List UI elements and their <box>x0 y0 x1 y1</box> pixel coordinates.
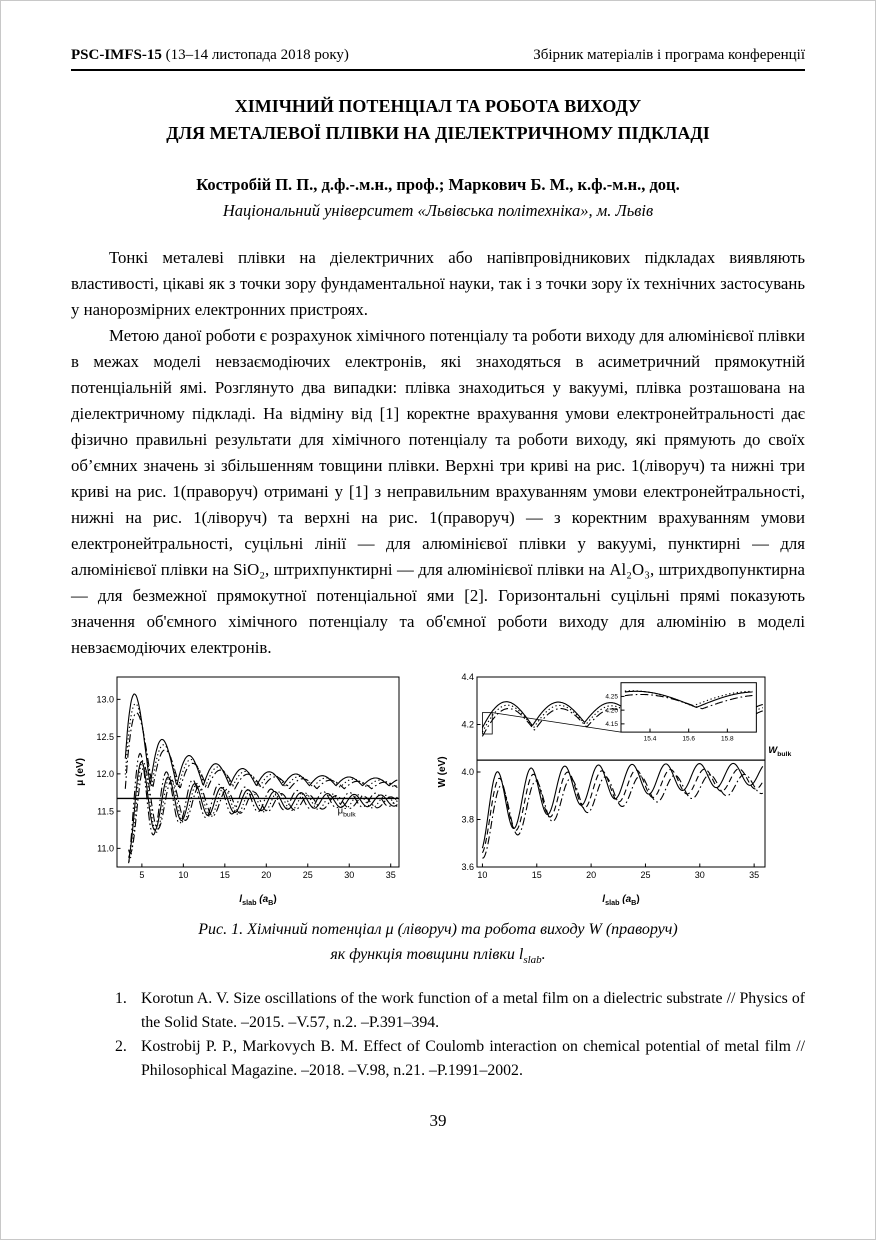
svg-text:20: 20 <box>586 870 597 880</box>
svg-text:30: 30 <box>694 870 705 880</box>
figure-caption-line1: Рис. 1. Хімічний потенціал μ (ліворуч) та робота виходу W (праворуч) <box>198 921 678 938</box>
conference-dates: (13–14 листопада 2018 року) <box>161 47 349 63</box>
svg-text:20: 20 <box>261 870 272 880</box>
svg-text:25: 25 <box>302 870 313 880</box>
reference-text: Kostrobij P. P., Markovych B. M. Effect of Coulomb interaction on chemical potential of metal film // Philosophical Magazine. –2018. –V.98, n.21. –P.1991–2002. <box>141 1038 805 1080</box>
svg-text:12.0: 12.0 <box>96 769 114 780</box>
svg-text:lslab (aB): $l_{slab}$ $(a_B)$ <box>602 894 640 907</box>
svg-text:11.0: 11.0 <box>97 843 114 854</box>
svg-text:4.0: 4.0 <box>461 767 474 778</box>
paper-title-line1: ХІМІЧНИЙ ПОТЕНЦІАЛ ТА РОБОТА ВИХОДУ <box>234 96 642 116</box>
authors: Костробій П. П., д.ф.-.м.н., проф.; Маркович Б. М., к.ф.-м.н., доц. <box>196 175 680 194</box>
caption-period: . <box>541 946 546 963</box>
paragraph-main: Метою даної роботи є розрахунок хімічного потенціалу та роботи виходу для алюмінієвої плівки в межах моделі невзаємодіючих електронів, які знаходяться в асиметричний прямокутній потенціальній ямі. Розглянуто два випадки: плівка знаходиться у вакуумі, плівка розташована на діелектричному підкладі. На відміну від [1] коректне врахування умови електронейтральності дає фізично правильні результати для хімічного потенціалу та роботи виходу, які прямують до своїх об’ємних значень зі збільшенням товщини плівки. Верхні три криві на рис. 1(ліворуч) та нижні три криві на рис. 1(праворуч) отримані у [1] з неправильним врахуванням умови електронейтральності, нижні на рис. 1(ліворуч) та верхні на рис. 1(праворуч) — з коректним врахуванням умови електронейтральності, суцільні лінії — для алюмінієвої плівки у вакуумі, пунктирні — для алюмінієвої плівки на SiO₂, штрихпунктирні — для алюмінієвої плівки на Al₂O₃, штрихдвопунктирна — для безмежної прямокутної потенціальної ями [2]. Горизонтальні суцільні прямі показують значення об'ємного хімічного потенціалу та об'ємної роботи виходу для алюмінію в моделі невзаємодіючих електронів. <box>71 326 805 657</box>
svg-text:10: 10 <box>178 870 189 880</box>
affiliation: Національний університет «Львівська політехніка», м. Львів <box>222 201 654 220</box>
caption-variable <box>518 946 542 967</box>
reference-number: 2. <box>115 1038 127 1056</box>
svg-text:3.8: 3.8 <box>461 814 474 825</box>
svg-text:Wbulk: $W_{bulk}$ <box>768 745 792 759</box>
page-header <box>71 45 805 65</box>
svg-text:10: 10 <box>477 870 488 880</box>
caption-text: як функція товщини плівки <box>330 946 519 963</box>
svg-text:lslab (aB): $l_{slab}$ $(a_B)$ <box>239 894 277 907</box>
svg-text:3.6: 3.6 <box>461 862 474 873</box>
svg-text:35: 35 <box>385 870 396 880</box>
svg-text:4.15: 4.15 <box>605 721 618 729</box>
paper-title <box>71 93 805 147</box>
reference-number: 1. <box>115 990 127 1008</box>
svg-text:11.5: 11.5 <box>97 806 114 817</box>
reference-item <box>115 987 805 1035</box>
svg-text:4.2: 4.2 <box>461 719 474 730</box>
paragraph-intro: Тонкі металеві плівки на діелектричних або напівпровідникових підкладах виявляють властивості, цікаві як з точки зору фундаментальної науки, так і з точки зору їх технічних застосувань у нанорозмірних електронних пристроях. <box>71 248 805 319</box>
svg-text:4.25: 4.25 <box>605 693 618 701</box>
svg-text:4.20: 4.20 <box>605 707 618 715</box>
header-left <box>71 45 349 65</box>
conference-code: PSC-IMFS-15 <box>71 47 162 63</box>
chart-work-function <box>433 669 805 907</box>
header-rule <box>71 69 805 71</box>
svg-text:35: 35 <box>749 870 760 880</box>
svg-text:13.0: 13.0 <box>96 694 114 705</box>
reference-list <box>71 987 805 1083</box>
svg-text:12.5: 12.5 <box>96 731 114 742</box>
svg-text:15.4: 15.4 <box>643 735 657 743</box>
svg-text:25: 25 <box>640 870 651 880</box>
chart-chemical-potential <box>71 669 411 907</box>
svg-text:W (eV): W (eV) <box>437 756 448 788</box>
svg-text:5: 5 <box>139 870 145 880</box>
svg-text:μ (eV): μ (eV) <box>75 758 86 786</box>
header-right: Збірник матеріалів і програма конференції <box>533 47 805 63</box>
figure-caption-line2 <box>71 942 805 973</box>
figure-caption <box>71 917 805 973</box>
figure-1 <box>71 669 805 973</box>
figure-charts <box>71 669 805 907</box>
svg-text:15.8: 15.8 <box>721 735 734 743</box>
svg-text:30: 30 <box>344 870 355 880</box>
svg-text:15: 15 <box>531 870 542 880</box>
page-number: 39 <box>429 1111 447 1131</box>
svg-text:15.6: 15.6 <box>682 735 696 743</box>
caption-variable-letter: l <box>518 946 524 963</box>
svg-text:4.4: 4.4 <box>461 672 474 683</box>
svg-text:μbulk: $\mu_{bulk}$ <box>337 805 356 819</box>
caption-variable-sub: slab <box>523 954 542 967</box>
reference-text: Korotun A. V. Size oscillations of the work function of a metal film on a dielectric substrate // Physics of the Solid State. –2015. –V.57, n.2. –P.391–394. <box>141 990 805 1032</box>
svg-text:15: 15 <box>219 870 230 880</box>
paper-title-line2: ДЛЯ МЕТАЛЕВОЇ ПЛІВКИ НА ДІЕЛЕКТРИЧНОМУ ПІДКЛАДІ <box>166 123 710 143</box>
reference-item <box>115 1035 805 1083</box>
